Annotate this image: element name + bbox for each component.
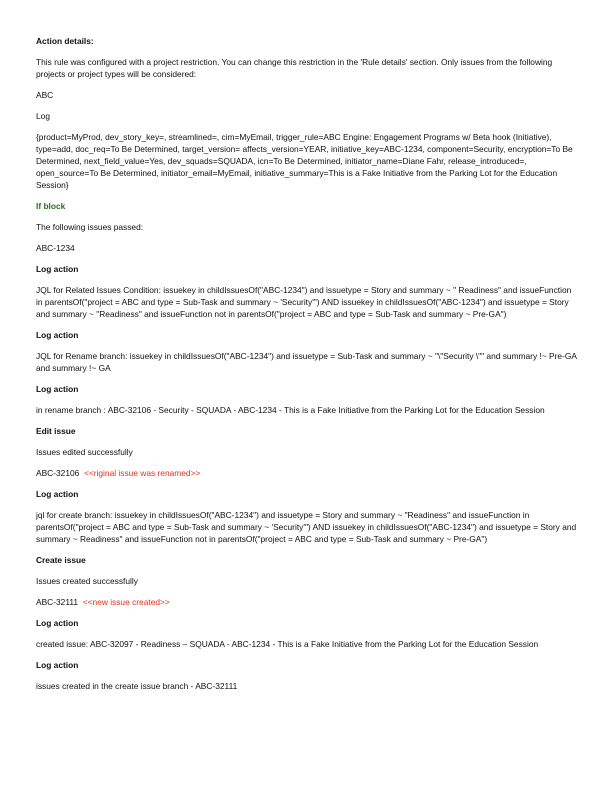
project-name: ABC: [36, 90, 54, 100]
log-action-text: JQL for Rename branch: issuekey in childIssuesOf("ABC-1234") and issuetype = Sub-Task and summary ~ "\"Security \"" and summary !~ Pre-GA and summary !~ GA: [36, 351, 577, 373]
edit-issue-note: <<riginal issue was renamed>>: [83, 468, 201, 478]
log-action-heading: Log action: [36, 264, 79, 274]
create-issue-note: <<new issue created>>: [82, 597, 170, 607]
log-fields-text: {product=MyProd, dev_story_key=, streamlined=, cim=MyEmail, trigger_rule=ABC Engine: Engagement Programs w/ Beta hook (Initiative), type=add, doc_req=To Be Determined, target_version= affects_version=YEAR, initiative_key=ABC-1234, component=Security, encryption=To Be Determined, next_field_value=Yes, dev_squads=SQUADA, icn=To Be Determined, initiator_name=Diane Fahr, release_introduced=, open_source=To Be Determined, initiator_email=MyEmail, initiative_summary=This is a Fake Initiative from the Parking Lot for the Education Session}: [36, 132, 573, 190]
log-action-text: in rename branch : ABC-32106 - Security - SQUADA - ABC-1234 - This is a Fake Initiative from the Parking Lot for the Education Session: [36, 405, 545, 415]
log-action-heading: Log action: [36, 618, 79, 628]
log-action-heading: Log action: [36, 330, 79, 340]
rule-audit-log: [36, 35, 578, 701]
log-action-text: jql for create branch: issuekey in childIssuesOf("ABC-1234") and issuetype = Story and summary ~ "Readiness" and issueFunction in parentsOf("project = ABC and type = Sub-Task and summary ~ 'Security'") AND issuekey in childIssuesOf("ABC-1234") and issuetype = Story and summary ~ Readiness" and issueFunction not in parentsOf("project = ABC and type = Sub-Task and summary ~ Pre-GA"): [36, 510, 577, 544]
edit-issue-status: Issues edited successfully: [36, 447, 133, 457]
create-issue-key: ABC-32111: [36, 597, 79, 607]
log-action-heading: Log action: [36, 660, 79, 670]
if-block-passed-text: The following issues passed:: [36, 222, 144, 232]
log-action-text: issues created in the create issue branch - ABC-32111: [36, 681, 238, 691]
restriction-text: This rule was configured with a project restriction. You can change this restriction in the 'Rule details' section. Only issues from the following projects or project types will be considered:: [36, 57, 553, 79]
if-block-heading: If block: [36, 201, 66, 211]
create-issue-status: Issues created successfully: [36, 576, 138, 586]
edit-issue-heading: Edit issue: [36, 426, 76, 436]
create-issue-heading: Create issue: [36, 555, 86, 565]
edit-issue-line: [36, 467, 578, 479]
create-issue-line: [36, 596, 578, 608]
log-action-text: JQL for Related Issues Condition: issuekey in childIssuesOf("ABC-1234") and issuetype = Story and summary ~ " Readiness" and issueFunction in parentsOf("project = ABC and type = Sub-Task and summary ~ 'Security'") AND issuekey in childIssuesOf("ABC-1234") and issuetype = Story and summary ~ "Readiness" and issueFunction not in parentsOf("project = ABC and type = Sub-Task and summary ~ Pre-GA"): [36, 285, 572, 319]
action-details-heading: Action details:: [36, 36, 94, 46]
edit-issue-key: ABC-32106: [36, 468, 80, 478]
log-action-heading: Log action: [36, 384, 79, 394]
log-action-text: created issue: ABC-32097 - Readiness – SQUADA - ABC-1234 - This is a Fake Initiative from the Parking Lot for the Education Session: [36, 639, 539, 649]
if-block-issue-key: ABC-1234: [36, 243, 75, 253]
log-action-heading: Log action: [36, 489, 79, 499]
log-label: Log: [36, 111, 50, 121]
